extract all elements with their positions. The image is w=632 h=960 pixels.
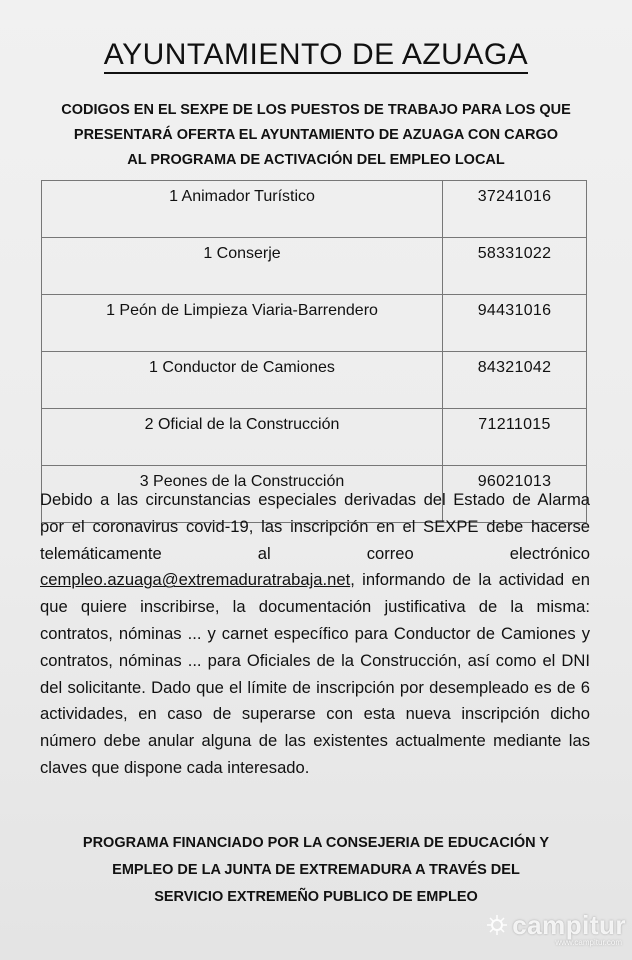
table-row	[42, 181, 587, 238]
job-code-cell: 84321042	[443, 352, 587, 409]
table-row	[42, 352, 587, 409]
subtitle-line: AL PROGRAMA DE ACTIVACIÓN DEL EMPLEO LOCAL	[127, 152, 505, 168]
watermark-name: campitur	[512, 910, 626, 940]
watermark-url: www.campitur.com	[555, 938, 622, 947]
document-subtitle	[20, 98, 612, 173]
job-codes-table	[41, 180, 587, 523]
campitur-watermark	[486, 912, 626, 948]
email-link[interactable]: cempleo.azuaga@extremaduratrabaja.net	[40, 570, 351, 590]
funding-notice-line: EMPLEO DE LA JUNTA DE EXTREMADURA A TRAVÉS DEL	[112, 862, 520, 878]
watermark-logo	[486, 912, 626, 938]
funding-notice	[20, 830, 612, 911]
job-title-cell: 1 Animador Turístico	[42, 181, 443, 238]
table-row	[42, 409, 587, 466]
subtitle-line: CODIGOS EN EL SEXPE DE LOS PUESTOS DE TRABAJO PARA LOS QUE	[61, 102, 571, 118]
job-title-cell: 2 Oficial de la Construcción	[42, 409, 443, 466]
subtitle-line: PRESENTARÁ OFERTA EL AYUNTAMIENTO DE AZUAGA CON CARGO	[73, 127, 559, 143]
job-code-cell: 96021013	[443, 466, 587, 523]
job-code-cell: 37241016	[443, 181, 587, 238]
body-paragraph	[40, 487, 590, 782]
page-title	[0, 38, 632, 72]
body-text-before-email: Debido a las circunstancias especiales derivadas del Estado de Alarma por el coronavirus covid-19, las inscripción en el SEXPE debe hacerse telemáticamente al correo electrónico	[40, 490, 590, 563]
table-row	[42, 295, 587, 352]
job-title-cell: 3 Peones de la Construcción	[42, 466, 443, 523]
job-code-cell: 94431016	[443, 295, 587, 352]
job-code-cell: 58331022	[443, 238, 587, 295]
page-title-text: AYUNTAMIENTO DE AZUAGA	[104, 38, 528, 74]
job-title-cell: 1 Peón de Limpieza Viaria-Barrendero	[42, 295, 443, 352]
funding-notice-line: SERVICIO EXTREMEÑO PUBLICO DE EMPLEO	[154, 889, 478, 905]
funding-notice-line: PROGRAMA FINANCIADO POR LA CONSEJERIA DE EDUCACIÓN Y	[82, 835, 550, 851]
job-title-cell: 1 Conserje	[42, 238, 443, 295]
body-text-after-email: , informando de la actividad en que quiere inscribirse, la documentación justificativa de la misma: contratos, nóminas ... y carnet específico para Conductor de Camiones y contratos, nóminas ... para Oficiales de la Construcción, así como el DNI del solicitante. Dado que el límite de inscripción por desempleado es de 6 actividades, en caso de superarse con esta nueva inscripción dicho número debe anular alguna de las existentes actualmente mediante las claves que dispone cada interesado.	[40, 570, 590, 777]
job-title-cell: 1 Conductor de Camiones	[42, 352, 443, 409]
table-row	[42, 238, 587, 295]
job-code-cell: 71211015	[443, 409, 587, 466]
sun-logo-icon	[486, 914, 508, 936]
